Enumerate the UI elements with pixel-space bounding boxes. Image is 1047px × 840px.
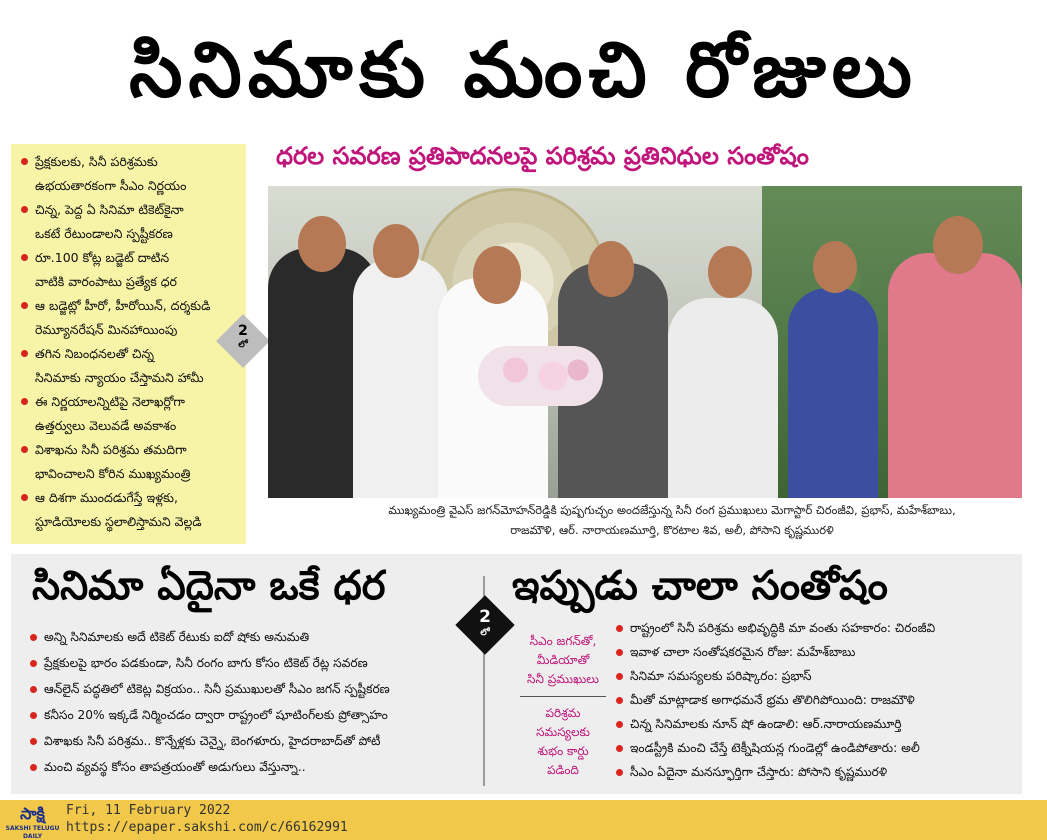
side-note-line: పడింది: [547, 763, 579, 777]
list-item: అన్ని సినిమాలకు అదే టికెట్‌ రేటుకు ఐదో షోకు అనుమతి: [30, 624, 480, 650]
highlights-box: [11, 144, 246, 544]
caption-line: రాజమౌళి, ఆర్‌. నారాయణమూర్తి, కొరటాల శివ, అలీ, పోసాని కృష్ణమురళి: [510, 523, 834, 537]
left-section-list: [30, 624, 480, 780]
person-head: [298, 216, 346, 272]
list-item: కనీసం 20% ఇక్కడే నిర్మించడం ద్వారా రాష్ట్రంలో షూటింగ్‌లకు ప్రోత్సాహం: [30, 702, 480, 728]
highlight-item: రూ.100 కోట్ల బడ్జెట్‌ దాటిన: [19, 246, 238, 270]
person-head: [933, 216, 983, 274]
person-figure: [668, 298, 778, 498]
person-figure: [788, 288, 878, 498]
list-item: ప్రేక్షకులపై భారం పడకుండా, సినీ రంగం బాగు కోసం టికెట్‌ రేట్ల సవరణ: [30, 650, 480, 676]
side-note-line: మీడియాతో: [536, 653, 590, 667]
side-note-bottom: [520, 704, 606, 780]
logo-text: సాక్షి: [20, 804, 45, 823]
list-item: ఇవాళ చాలా సంతోషకరమైన రోజు: మహేశ్‌బాబు: [616, 640, 1016, 664]
person-figure: [353, 258, 448, 498]
highlight-item: తగిన నిబంధనలతో చిన్న: [19, 342, 238, 366]
highlight-item-cont: వాటికి వారంపాటు ప్రత్యేక ధర: [35, 274, 177, 289]
right-section-title: ఇప్పుడు చాలా సంతోషం: [512, 563, 888, 609]
side-note-line: సినీ ప్రముఖులు: [527, 672, 599, 686]
jump-tag-number: 2: [238, 323, 248, 339]
list-item: విశాఖకు సినీ పరిశ్రమ.. కొన్నేళ్లకు చెన్నై, బెంగళూరు, హైదరాబాద్‌తో పోటీ: [30, 728, 480, 754]
person-head: [708, 246, 752, 298]
list-item: మీతో మాట్లాడాక అగాధమనే భ్రమ తొలిగిపోయింది: రాజమౌళి: [616, 688, 1016, 712]
side-note-line: సమస్యలకు: [536, 725, 590, 739]
sakshi-logo[interactable]: [5, 803, 60, 840]
highlight-item-cont: సినిమాకు న్యాయం చేస్తామని హామీ: [35, 370, 204, 385]
jump-tag-suffix: లో: [238, 340, 248, 350]
highlight-item: చిన్న, పెద్ద ఏ సినిమా టికెట్‌కైనా: [19, 198, 238, 222]
highlight-item-cont: భావించాలని కోరిన ముఖ్యమంత్రి: [35, 466, 191, 481]
highlight-item: విశాఖను సినీ పరిశ్రమ తమదిగా: [19, 438, 238, 462]
highlight-item-cont: ఉత్తర్వులు వెలువడే అవకాశం: [35, 418, 177, 433]
list-item: ఇండస్ట్రీకి మంచి చేస్తే టెక్నీషియన్ల గుండెల్లో ఉండిపోతారు: అలీ: [616, 736, 1016, 760]
side-note-top: [520, 632, 606, 689]
side-note-rule: [520, 696, 606, 697]
highlight-item-cont: ఒకటే రేటుండాలని స్పష్టీకరణ: [35, 226, 173, 241]
person-head: [588, 241, 634, 297]
person-figure: [888, 253, 1022, 498]
right-section-list: [616, 616, 1016, 784]
footer-date: Fri, 11 February 2022: [66, 803, 231, 818]
list-item: మంచి వ్యవస్థ కోసం తాపత్రయంతో అడుగులు వేస్తున్నా..: [30, 754, 480, 780]
news-photo: [268, 186, 1022, 498]
list-item: సీఎం ఏదైనా మనస్ఫూర్తిగా చేస్తారు: పోసాని కృష్ణమురళి: [616, 760, 1016, 784]
highlight-item: ప్రేక్షకులకు, సినీ పరిశ్రమకు: [19, 150, 238, 174]
highlight-item-cont: ఉభయతారకంగా సీఎం నిర్ణయం: [35, 178, 187, 193]
photo-caption: [322, 500, 1022, 544]
jump-tag-suffix: లో: [480, 628, 490, 638]
list-item: రాష్ట్రంలో సినీ పరిశ్రమ అభివృద్ధికి మా వంతు సహకారం: చిరంజీవి: [616, 616, 1016, 640]
person-head: [473, 246, 521, 304]
side-note-line: పరిశ్రమ: [545, 706, 581, 720]
highlight-item-cont: స్టూడియోలకు స్థలాలిస్తామని వెల్లడి: [35, 514, 202, 529]
side-note-line: శుభం కార్డు: [537, 744, 589, 758]
highlight-item: ఈ నిర్ణయాలన్నిటిపై నెలాఖర్లోగా: [19, 390, 238, 414]
side-note-line: సీఎం జగన్‌తో,: [529, 634, 597, 648]
page-subheadline: ధరల సవరణ ప్రతిపాదనలపై పరిశ్రమ ప్రతినిధుల సంతోషం: [276, 142, 809, 170]
highlight-item: ఆ బడ్జెట్లో హీరో, హీరోయిన్, దర్శకుడి: [19, 294, 238, 318]
flower-bouquet: [478, 346, 603, 406]
left-section-title: సినిమా ఏదైనా ఒకే ధర: [32, 563, 386, 609]
person-head: [373, 224, 419, 278]
jump-tag-number: 2: [479, 607, 491, 627]
jump-tag-black-label: [466, 606, 504, 646]
logo-subtext: SAKSHI TELUGU DAILY: [5, 825, 60, 840]
footer-url-link[interactable]: https://epaper.sakshi.com/c/66162991: [66, 820, 348, 835]
list-item: సినిమా సమస్యలకు పరిష్కారం: ప్రభాస్: [616, 664, 1016, 688]
list-item: చిన్న సినిమాలకు నూన్‌ షో ఉండాలి: ఆర్‌.నారాయణమూర్తి: [616, 712, 1016, 736]
person-head: [813, 241, 857, 293]
list-item: ఆన్‌లైన్‌ పద్ధతిలో టికెట్ల విక్రయం.. సినీ ప్రముఖులతో సీఎం జగన్‌ స్పష్టీకరణ: [30, 676, 480, 702]
highlight-item-cont: రెమ్యూనరేషన్‌ మినహాయింపు: [35, 322, 178, 337]
page-headline: సినిమాకు మంచి రోజులు: [129, 25, 918, 114]
highlight-item: ఆ దిశగా ముందడుగేస్తే ఇళ్లకు,: [19, 486, 238, 510]
jump-tag-gray-label: [226, 322, 260, 360]
caption-line: ముఖ్యమంత్రి వైఎస్‌ జగన్‌మోహన్‌రెడ్డికి పుష్పగుచ్ఛం అందజేస్తున్న సినీ రంగ ప్రముఖులు మెగాస్టార్‌ చిరంజీవి, ప్రభాస్, మహేశ్‌బాబు,: [388, 503, 956, 517]
